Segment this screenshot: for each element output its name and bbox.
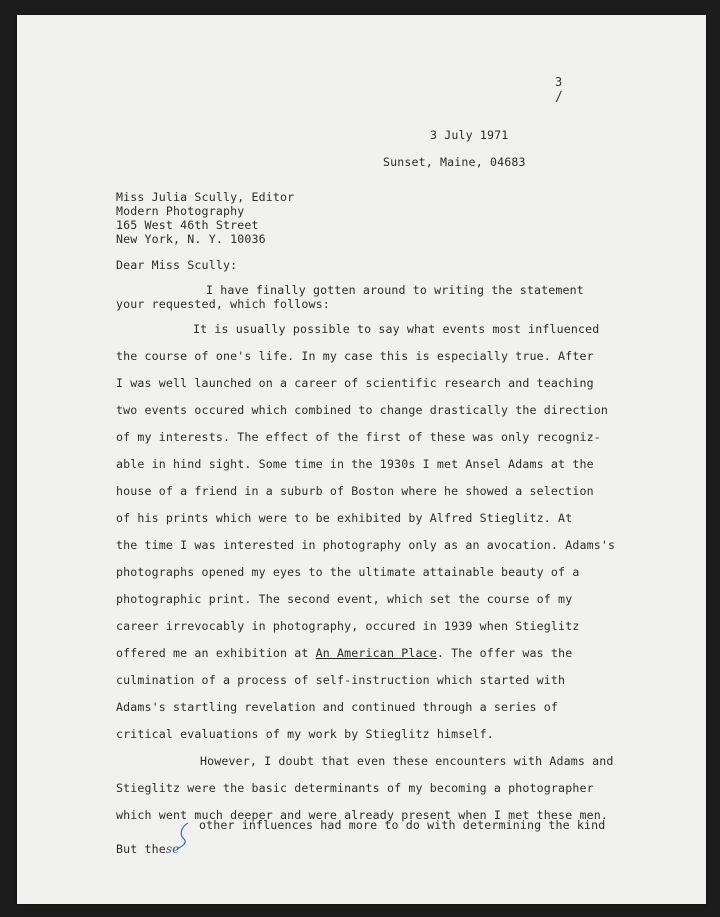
- body-line: Adams's startling revelation and continued through a series of: [116, 700, 559, 714]
- body-line: culmination of a process of self-instruction which started with: [116, 673, 566, 687]
- body-line: able in hind sight. Some time in the 1930s I met Ansel Adams at the: [116, 457, 594, 471]
- body-line: [116, 646, 572, 660]
- page-mark: /: [555, 90, 563, 105]
- intro-line: your requested, which follows:: [116, 297, 330, 311]
- body-text: But the: [116, 842, 166, 856]
- sender-location: Sunset, Maine, 04683: [383, 155, 526, 169]
- letter-date: 3 July 1971: [430, 128, 509, 142]
- body-line: critical evaluations of my work by Stieglitz himself.: [116, 727, 494, 741]
- handwritten-correction: se: [165, 842, 180, 856]
- body-line: photographic print. The second event, which set the course of my: [116, 592, 573, 606]
- body-line: of my interests. The effect of the first of these was only recogniz-: [116, 430, 601, 444]
- intro-line: I have finally gotten around to writing the statement: [206, 283, 584, 297]
- body-line: photographs opened my eyes to the ultimate attainable beauty of a: [116, 565, 580, 579]
- body-line: of his prints which were to be exhibited by Alfred Stieglitz. At: [116, 511, 573, 525]
- body-line: which went much deeper and were already present when I met these men.: [116, 808, 608, 822]
- recipient-line: 165 West 46th Street: [116, 218, 259, 232]
- body-line: career irrevocably in photography, occured in 1939 when Stieglitz: [116, 619, 580, 633]
- handwritten-caret-mark: [175, 821, 191, 851]
- body-line: It is usually possible to say what events most influenced: [193, 322, 600, 336]
- body-text: . The offer was the: [436, 646, 573, 660]
- body-line: house of a friend in a suburb of Boston where he showed a selection: [116, 484, 594, 498]
- body-line: [116, 842, 179, 856]
- body-line: two events occured which combined to change drastically the direction: [116, 403, 608, 417]
- body-line: the course of one's life. In my case this is especially true. After: [116, 349, 594, 363]
- salutation: Dear Miss Scully:: [116, 258, 238, 272]
- letter-page: [17, 15, 706, 904]
- recipient-line: Modern Photography: [116, 204, 245, 218]
- body-line: the time I was interested in photography only as an avocation. Adams's: [116, 538, 616, 552]
- body-line: Stieglitz were the basic determinants of my becoming a photographer: [116, 781, 594, 795]
- page-number: 3: [555, 75, 563, 89]
- body-line: However, I doubt that even these encounters with Adams and: [200, 754, 614, 768]
- body-line: I was well launched on a career of scientific research and teaching: [116, 376, 594, 390]
- gallery-name: An American Place: [315, 646, 437, 660]
- recipient-line: Miss Julia Scully, Editor: [116, 190, 295, 204]
- recipient-line: New York, N. Y. 10036: [116, 232, 266, 246]
- body-text: offered me an exhibition at: [116, 646, 316, 660]
- inserted-line: other influences had more to do with determining the kind: [199, 818, 606, 832]
